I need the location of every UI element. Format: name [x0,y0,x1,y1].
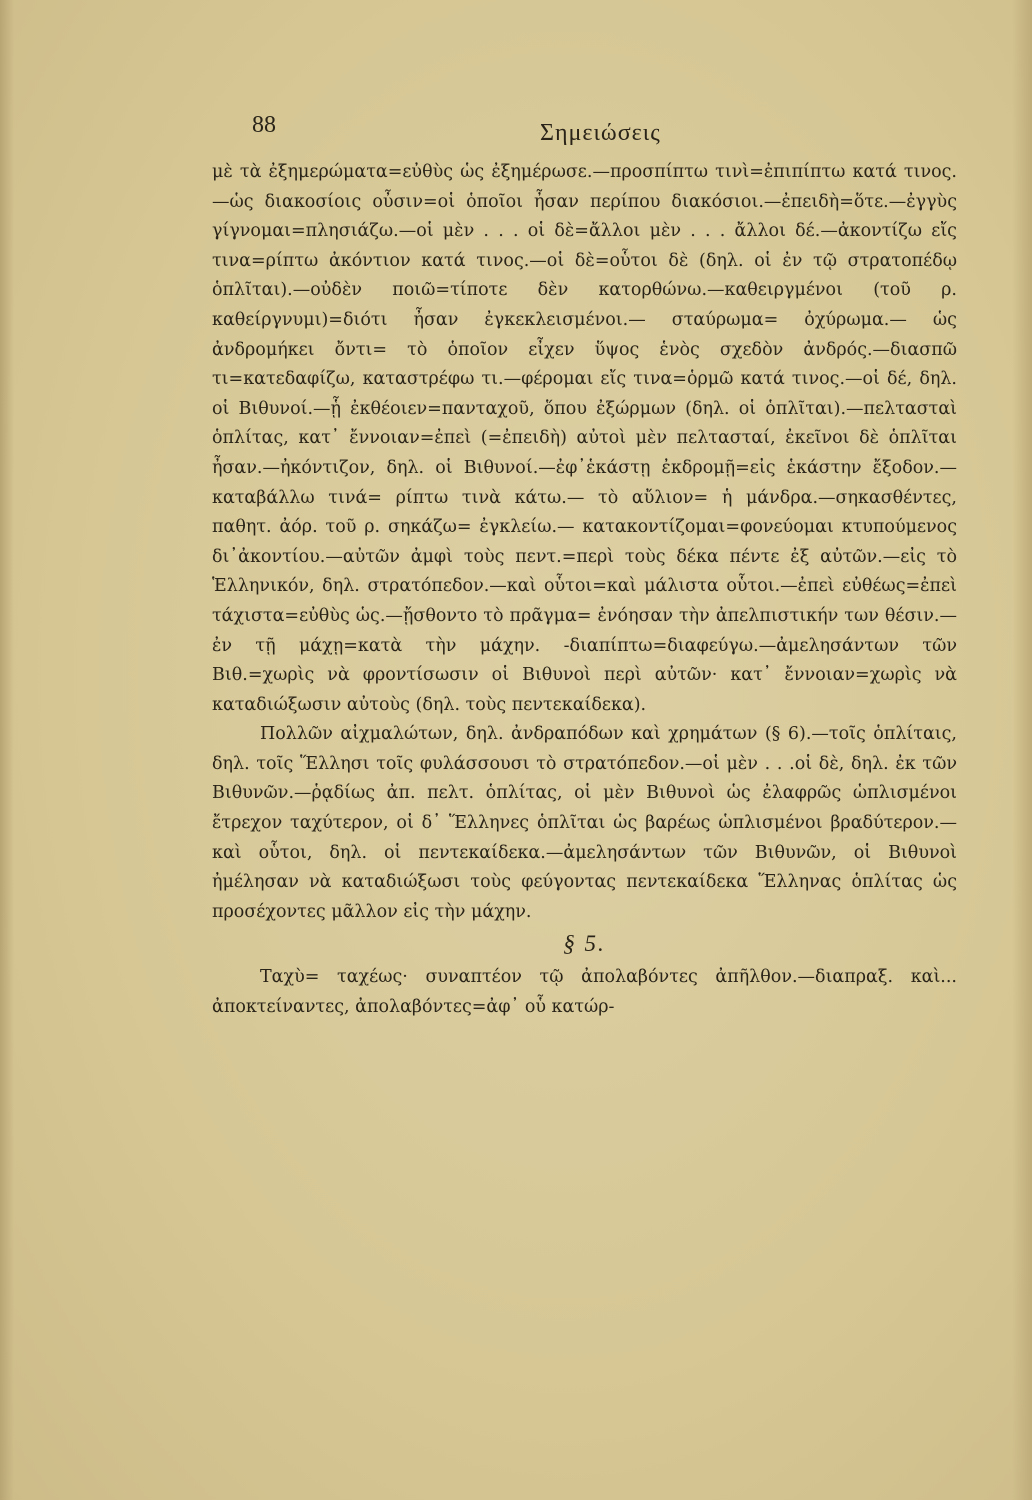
notes-paragraph-3: Ταχὺ= ταχέως· συναπτέον τῷ ἀπολαβόντες ἀπῆλθον.—διαπραξ. καὶ... ἀποκτείναντες, ἀπολαβόντες=ἀφ᾽ οὗ κατώρ- [212,967,957,1018]
page-edge-right [1012,0,1032,1500]
page-body [212,158,957,1023]
running-title: Σημειώσεις [540,120,661,146]
notes-paragraph-1: μὲ τὰ ἐξημερώματα=εὐθὺς ὡς ἐξημέρωσε.—προσπίπτω τινὶ=ἐπιπίπτω κατά τινος.—ὡς διακοσίοις οὖσιν=οἱ ὁποῖοι ἦσαν περίπου διακόσιοι.—ἐπειδὴ=ὅτε.—ἐγγὺς γίγνομαι=πλησιάζω.—οἱ μὲν . . . οἱ δὲ=ἄλλοι μὲν . . . ἄλλοι δέ.—ἀκοντίζω εἴς τινα=ρίπτω ἀκόντιον κατά τινος.—οἱ δὲ=οὗτοι δὲ (δηλ. οἱ ἐν τῷ στρατοπέδῳ ὁπλῖται).—οὐδὲν ποιῶ=τίποτε δὲν κατορθώνω.—καθειργμένοι (τοῦ ρ. καθείργνυμι)=διότι ἦσαν ἐγκεκλεισμένοι.— σταύρωμα= ὀχύρωμα.— ὡς ἀνδρομήκει ὄντι= τὸ ὁποῖον εἶχεν ὕψος ἑνὸς σχεδὸν ἀνδρός.—διασπῶ τι=κατεδαφίζω, καταστρέφω τι.—φέρομαι εἴς τινα=ὁρμῶ κατά τινος.—οἱ δέ, δηλ. οἱ Βιθυνοί.—ᾗ ἐκθέοιεν=πανταχοῦ, ὅπου ἐξώρμων (δηλ. οἱ ὁπλῖται).—πελτασταὶ ὁπλίτας, κατ᾽ ἔννοιαν=ἐπεὶ (=ἐπειδὴ) αὐτοὶ μὲν πελτασταί, ἐκεῖνοι δὲ ὁπλῖται ἦσαν.—ἠκόντιζον, δηλ. οἱ Βιθυνοί.—ἐφ᾽ἑκάστῃ ἐκδρομῇ=εἰς ἑκάστην ἔξοδον.—καταβάλλω τινά= ρίπτω τινὰ κάτω.— τὸ αὔλιον= ἡ μάνδρα.—σηκασθέντες, παθητ. ἀόρ. τοῦ ρ. σηκάζω= ἐγκλείω.— κατακοντίζομαι=φονεύομαι κτυπούμενος δι᾽ἀκοντίου.—αὐτῶν ἀμφὶ τοὺς πεντ.=περὶ τοὺς δέκα πέντε ἐξ αὐτῶν.—εἰς τὸ Ἑλληνικόν, δηλ. στρατόπεδον.—καὶ οὗτοι=καὶ μάλιστα οὗτοι.—ἐπεὶ εὐθέως=ἐπεὶ τάχιστα=εὐθὺς ὡς.—ᾔσθοντο τὸ πρᾶγμα= ἐνόησαν τὴν ἀπελπιστικήν των θέσιν.—ἐν τῇ μάχῃ=κατὰ τὴν μάχην. -διαπίπτω=διαφεύγω.—ἀμελησάντων τῶν Βιθ.=χωρὶς νὰ φροντίσωσιν οἱ Βιθυνοὶ περὶ αὐτῶν· κατ᾽ ἔννοιαν=χωρὶς νὰ καταδιώξωσιν αὐτοὺς (δηλ. τοὺς πεντεκαίδεκα). [212,162,957,715]
page-number: 88 [252,112,276,138]
section-heading: § 5. [563,931,606,957]
page-edge-left [0,0,14,1500]
notes-paragraph-2: Πολλῶν αἰχμαλώτων, δηλ. ἀνδραπόδων καὶ χρημάτων (§ 6).—τοῖς ὁπλίταις, δηλ. τοῖς Ἕλλησι τοῖς φυλάσσουσι τὸ στρατόπεδον.—οἱ μὲν . . .οἱ δὲ, δηλ. ἐκ τῶν Βιθυνῶν.—ῥᾳδίως ἀπ. πελτ. ὁπλίτας, οἱ μὲν Βιθυνοὶ ὡς ἐλαφρῶς ὡπλισμένοι ἔτρεχον ταχύτερον, οἱ δ᾽ Ἕλληνες ὁπλῖται ὡς βαρέως ὡπλισμένοι βραδύτερον.—καὶ οὗτοι, δηλ. οἱ πεντεκαίδεκα.—ἀμελησάντων τῶν Βιθυνῶν, οἱ Βιθυνοὶ ἠμέλησαν νὰ καταδιώξωσι τοὺς φεύγοντας πεντεκαίδεκα Ἕλληνας ὁπλίτας ὡς προσέχοντες μᾶλλον εἰς τὴν μάχην. [212,724,957,922]
